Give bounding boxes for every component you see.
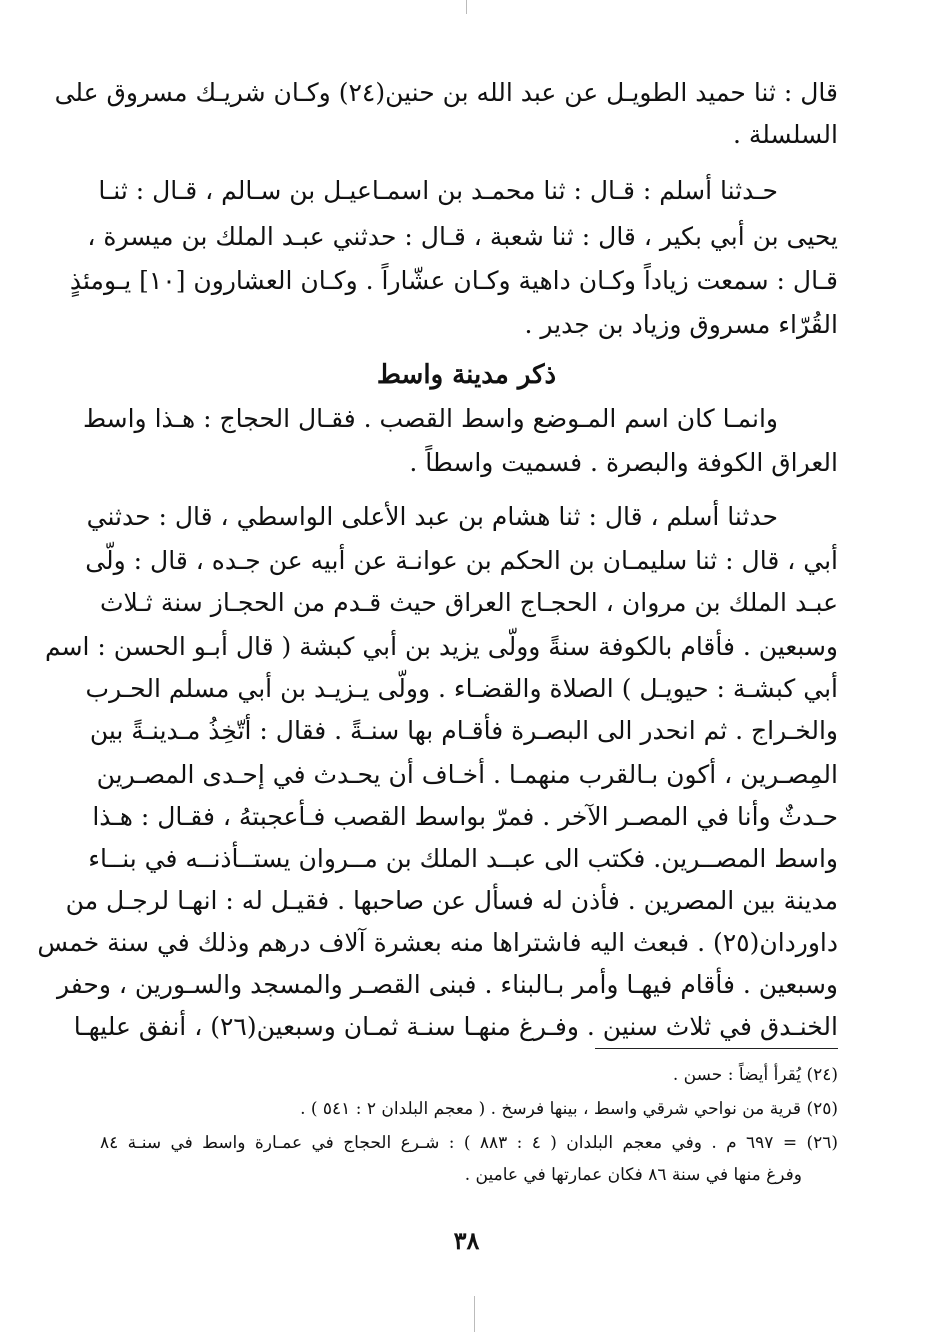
text-line: وسبعين . فأقام فيهـا وأمر بـالبناء . فبنى القصـر والمسجد والسـورين ، وحفر bbox=[56, 970, 838, 999]
text-line: حـدثٌ وأنا في المصـر الآخر . فمرّ بواسط القصب فـأعجبتهُ ، فقـال : هـذا bbox=[92, 802, 838, 831]
text-line: قال : ثنا حميد الطويـل عن عبد الله بن حنين(٢٤) وكـان شريـك مسروق على bbox=[54, 78, 838, 107]
scan-mark bbox=[466, 0, 467, 14]
text-line: عبـد الملك بن مروان ، الحجـاج العراق حيث قـدم من الحجـاز سنة ثـلاث bbox=[100, 588, 838, 617]
text-line: قـال : سمعت زياداً وكـان داهية وكـان عشّاراً . وكـان العشارون [١٠] يـومئذٍ bbox=[69, 266, 838, 295]
text-line: مدينة بين المصرين . فأذن له فسأل عن صاحبها . فقيـل له : انهـا لرجـل من bbox=[65, 886, 838, 915]
text-line: أبي ، قال : ثنا سليمـان بن الحكم بن عوانـة عن أبيه عن جـده ، قال : ولّى bbox=[85, 546, 838, 575]
text-line: الخنـدق في ثلاث سنين . وفـرغ منهـا سنـة ثمـان وسبعين(٢٦) ، أنفق عليهـا bbox=[73, 1012, 838, 1041]
text-line: السلسلة . bbox=[732, 120, 838, 149]
page-number: ٣٨ bbox=[453, 1226, 480, 1255]
text-line: أبي كبشـة : حيويـل ) الصلاة والقضـاء . وولّى يـزيـد بن أبي مسلم الحـرب bbox=[85, 674, 838, 703]
text-line: وسبعين . فأقام بالكوفة سنةً وولّى يزيد بن أبي كبشة ( قال أبـو الحسن : اسم bbox=[44, 632, 838, 661]
text-line: حدثنا أسلم ، قال : ثنا هشام بن عبد الأعلى الواسطي ، قال : حدثني bbox=[86, 502, 778, 531]
text-line: حـدثنا أسلم : قـال : ثنا محمـد بن اسمـاعيـل بن سـالم ، قـال : ثنـا bbox=[98, 176, 778, 205]
text-line: وانمـا كان اسم المـوضع واسط القصب . فقـال الحجاج : هـذا واسط bbox=[82, 404, 778, 433]
footnote: (٢٦) = ٦٩٧ م . وفي معجم البلدان ( ٤ : ٨٨٣ ) : شـرع الحجاج في عمـارة واسط في سنـة ٨٤ bbox=[100, 1133, 838, 1153]
text-line: واسط المصــرين. فكتب الى عبــد الملك بن مــروان يستــأذنــه في بنــاء bbox=[88, 844, 838, 873]
text-line: المِصـرين ، أكون بـالقرب منهمـا . أخـاف أن يحـدث في إحـدى المصـرين bbox=[96, 760, 838, 789]
text-line: القُرّاء مسروق وزياد بن جدير . bbox=[524, 310, 838, 339]
footnote: (٢٥) قرية من نواحي شرقي واسط ، بينها فرسخ . ( معجم البلدان ٢ : ٥٤١ ) . bbox=[300, 1099, 838, 1119]
text-line: يحيى بن أبي بكير ، قال : ثنا شعبة ، قـال : حدثني عبـد الملك بن ميسرة ، bbox=[87, 222, 838, 251]
footnote-separator bbox=[595, 1048, 838, 1049]
text-line: والخـراج . ثم انحدر الى البصـرة فأقـام بها سنـةً . فقال : أتّخِذُ مـدينـةً بين bbox=[89, 716, 838, 745]
section-heading: ذكر مدينة واسط bbox=[376, 360, 557, 390]
footnote-continuation: وفرغ منها في سنة ٨٦ فكان عمارتها في عامين . bbox=[464, 1165, 802, 1185]
text-line: داوردان(٢٥) . فبعث اليه فاشتراها منه بعشرة آلاف درهم وذلك في سنة خمس bbox=[37, 928, 838, 957]
text-line: العراق الكوفة والبصرة . فسميت واسطاً . bbox=[409, 448, 838, 477]
scan-mark bbox=[474, 1296, 475, 1332]
footnote: (٢٤) يُقرأ أيضاً : حسن . bbox=[672, 1065, 838, 1085]
